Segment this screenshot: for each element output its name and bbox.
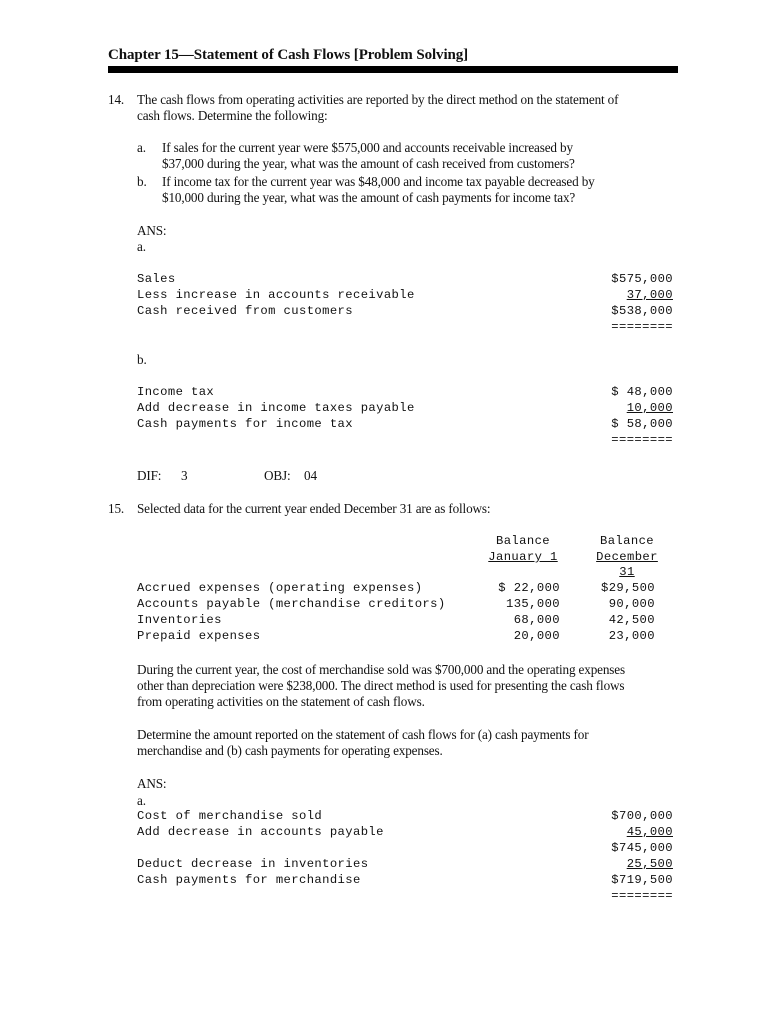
q14-b-row-label: Income tax — [137, 385, 215, 399]
table-row-label: Prepaid expenses — [137, 629, 261, 643]
q15-col1-header-line1: Balance — [496, 534, 550, 548]
q15-para2-line1: Determine the amount reported on the statement of cash flows for (a) cash payments for — [137, 727, 589, 742]
q14-obj-value: 04 — [304, 468, 317, 483]
q15-a-row-label: Cash payments for merchandise — [137, 873, 361, 887]
q15-number: 15. — [108, 501, 125, 516]
table-row-jan: 20,000 — [513, 629, 560, 643]
q15-prompt: Selected data for the current year ended December 31 are as follows: — [137, 501, 491, 516]
q15-col2-header-line1: Balance — [600, 534, 654, 548]
table-row-label: Inventories — [137, 613, 222, 627]
q14-number: 14. — [108, 92, 125, 107]
table-row-label: Accounts payable (merchandise creditors) — [137, 597, 446, 611]
q14-a-row-label: Cash received from customers — [137, 304, 353, 318]
q14-a-label: a. — [137, 239, 146, 254]
q14-prompt-line1: The cash flows from operating activities are reported by the direct method on the statement of — [137, 92, 619, 107]
q14-obj-label: OBJ: — [264, 468, 291, 483]
q15-col2-header-line2: December — [596, 550, 658, 564]
q15-para1-line1: During the current year, the cost of merchandise sold was $700,000 and the operating expenses — [137, 662, 625, 677]
q15-col1-header-line2: January 1 — [488, 550, 558, 564]
q14-a-row-label: Less increase in accounts receivable — [137, 288, 415, 302]
q14-b-row-value: 10,000 — [626, 401, 673, 415]
q14-part-b-line2: $10,000 during the year, what was the amount of cash payments for income tax? — [162, 190, 576, 205]
q15-a-row-label: Cost of merchandise sold — [137, 809, 323, 823]
table-row-dec: 90,000 — [608, 597, 655, 611]
q15-a-row-label: Deduct decrease in inventories — [137, 857, 369, 871]
chapter-title: Chapter 15—Statement of Cash Flows [Problem Solving] — [108, 47, 469, 63]
q15-a-row-value: $745,000 — [611, 841, 673, 855]
q14-a-row-label: Sales — [137, 272, 176, 286]
q14-a-double-rule: ======== — [611, 320, 673, 334]
q14-a-row-value: $575,000 — [611, 272, 673, 286]
q15-a-double-rule: ======== — [611, 889, 673, 903]
table-row-dec: 23,000 — [608, 629, 655, 643]
q15-a-row-value: $700,000 — [611, 809, 673, 823]
q15-col2-header-line3: 31 — [619, 565, 635, 579]
q14-ans-label: ANS: — [137, 223, 167, 238]
q14-a-row-value: $538,000 — [611, 304, 673, 318]
q15-a-label: a. — [137, 793, 146, 808]
q14-b-row-label: Cash payments for income tax — [137, 417, 353, 431]
q15-a-row-value: $719,500 — [611, 873, 673, 887]
table-row-dec: 42,500 — [608, 613, 655, 627]
table-row-jan: $ 22,000 — [498, 581, 560, 595]
q14-dif-label: DIF: — [137, 468, 162, 483]
q14-b-row-value: $ 48,000 — [611, 385, 673, 399]
q15-para2-line2: merchandise and (b) cash payments for operating expenses. — [137, 743, 443, 758]
q14-b-label: b. — [137, 352, 147, 367]
q14-part-a-label: a. — [137, 140, 146, 155]
q15-para1-line2: other than depreciation were $238,000. The direct method is used for presenting the cash flows — [137, 678, 625, 693]
q15-a-row-value: 45,000 — [626, 825, 673, 839]
q14-b-double-rule: ======== — [611, 433, 673, 447]
q14-b-row-value: $ 58,000 — [611, 417, 673, 431]
q14-part-b-line1: If income tax for the current year was $48,000 and income tax payable decreased by — [162, 174, 595, 189]
q14-b-row-label: Add decrease in income taxes payable — [137, 401, 415, 415]
q14-part-a-line1: If sales for the current year were $575,000 and accounts receivable increased by — [162, 140, 573, 155]
table-row-label: Accrued expenses (operating expenses) — [137, 581, 423, 595]
q15-a-row-value: 25,500 — [626, 857, 673, 871]
q14-part-a-line2: $37,000 during the year, what was the amount of cash received from customers? — [162, 156, 575, 171]
q15-a-row-label: Add decrease in accounts payable — [137, 825, 384, 839]
q14-a-row-value: 37,000 — [626, 288, 673, 302]
q15-para1-line3: from operating activities on the statement of cash flows. — [137, 694, 425, 709]
header-rule — [108, 66, 678, 73]
table-row-dec: $29,500 — [601, 581, 655, 595]
q14-part-b-label: b. — [137, 174, 147, 189]
q14-prompt-line2: cash flows. Determine the following: — [137, 108, 328, 123]
q15-ans-label: ANS: — [137, 776, 167, 791]
table-row-jan: 135,000 — [506, 597, 560, 611]
table-row-jan: 68,000 — [513, 613, 560, 627]
q14-dif-value: 3 — [181, 468, 188, 483]
